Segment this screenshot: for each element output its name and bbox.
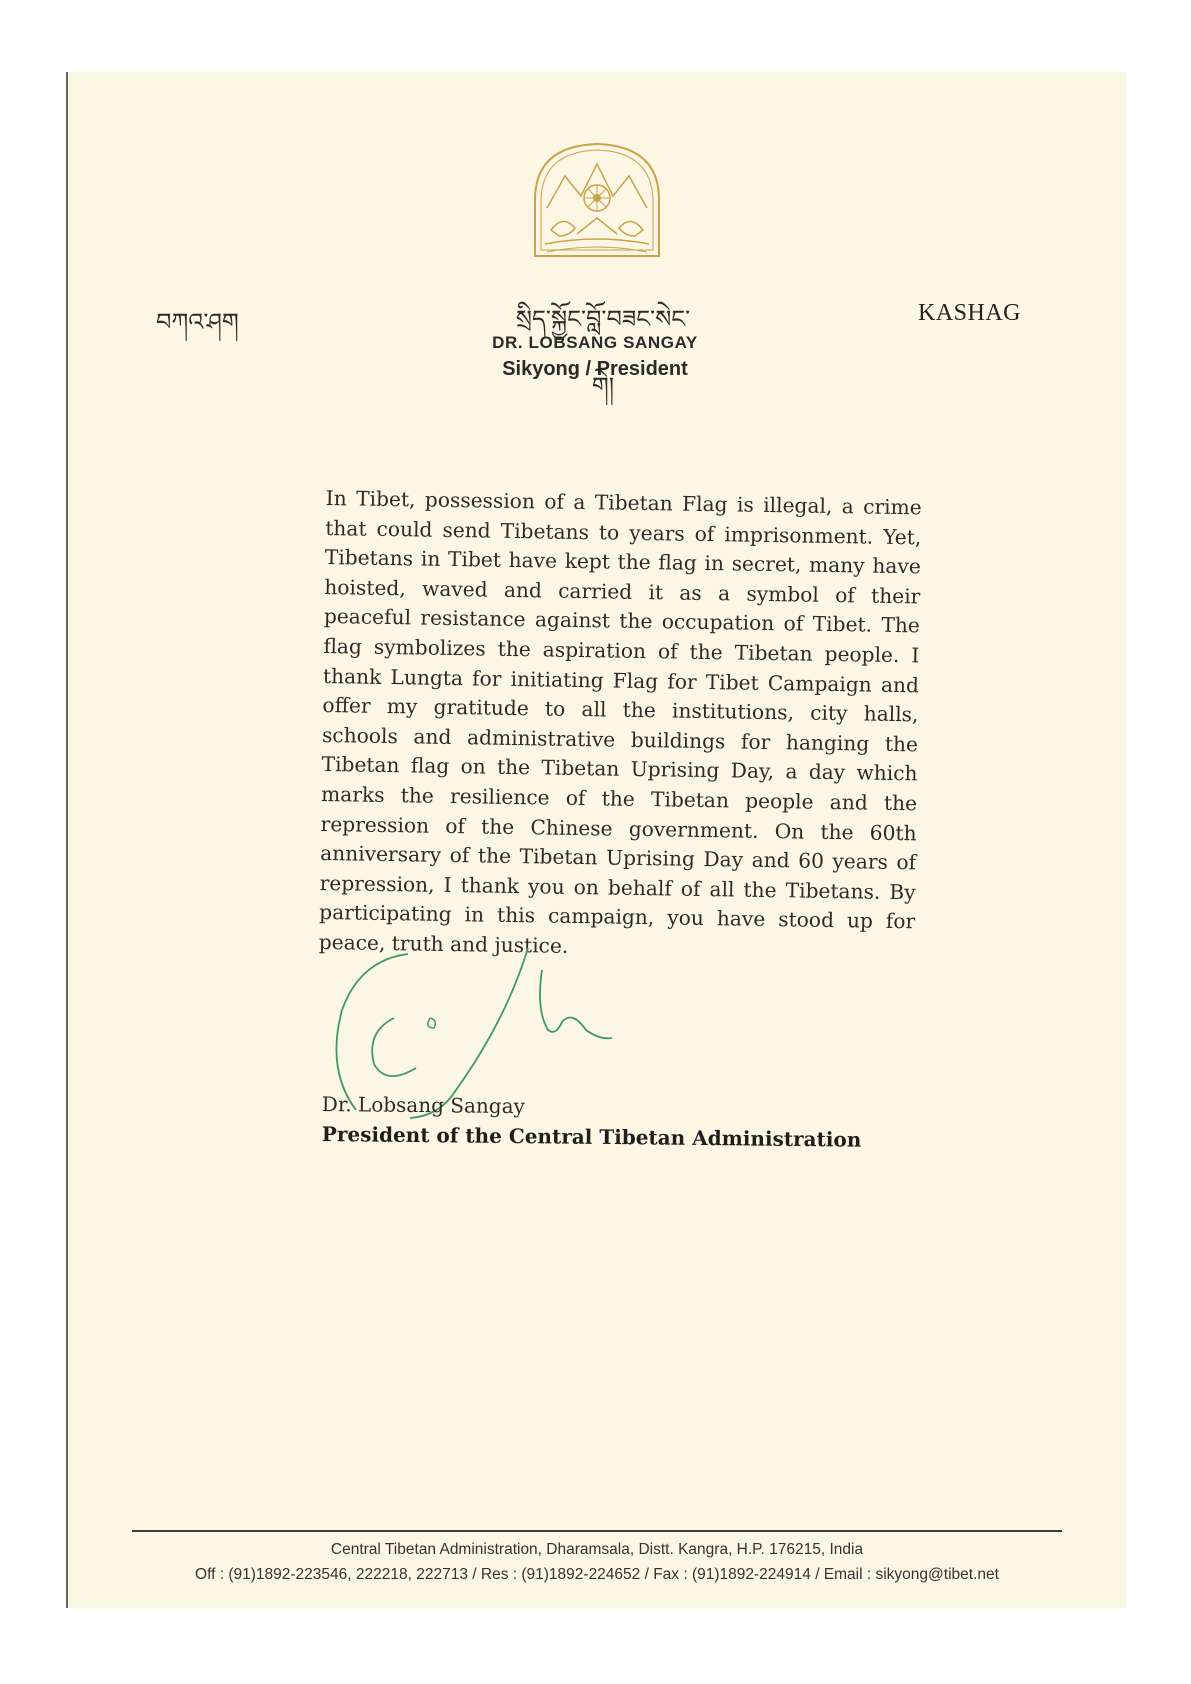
footer-divider bbox=[132, 1530, 1062, 1532]
sikyong-tibetan-name: སྲིད་སྐྱོང་བློ་བཟང་སེང་གེ། bbox=[515, 305, 691, 400]
signatory-name: Dr. Lobsang Sangay bbox=[321, 1092, 525, 1119]
signatory-role: President of the Central Tibetan Administration bbox=[321, 1122, 862, 1152]
government-seal-emblem bbox=[525, 138, 669, 274]
letterhead-title: Sikyong / President bbox=[502, 358, 688, 380]
footer-address: Central Tibetan Administration, Dharamsala, Distt. Kangra, H.P. 176215, India bbox=[330, 1541, 864, 1558]
footer-contact: Off : (91)1892-223546, 222218, 222713 / Res : (91)1892-224652 / Fax : (91)1892-224914 / Email : sikyong@tibet.net bbox=[195, 1566, 999, 1583]
kashag-tibetan-label: བཀའ་ཤག bbox=[156, 308, 239, 336]
letterhead-name: DR. LOBSANG SANGAY bbox=[492, 333, 698, 352]
letter-body: In Tibet, possession of a Tibetan Flag is illegal, a crime that could send Tibetans to years of imprisonment. Yet, Tibetans in Tibet have kept the flag in secret, many have hoisted, waved and carried it as a symbol of their peaceful resistance against the occupation of Tibet. The flag symbolizes the aspiration of the Tibetan people. I thank Lungta for initiating Flag for Tibet Campaign and offer my gratitude to all the institutions, city halls, schools and administrative buildings for hanging the Tibetan flag on the Tibetan Uprising Day, a day which marks the resilience of the Tibetan people and the repression of the Chinese government. On the 60th anniversary of the Tibetan Uprising Day and 60 years of repression, I thank you on behalf of all the Tibetans. By participating in this campaign, you have stood up for peace, truth and justice. bbox=[318, 485, 922, 958]
kashag-label: KASHAG bbox=[918, 300, 1022, 326]
